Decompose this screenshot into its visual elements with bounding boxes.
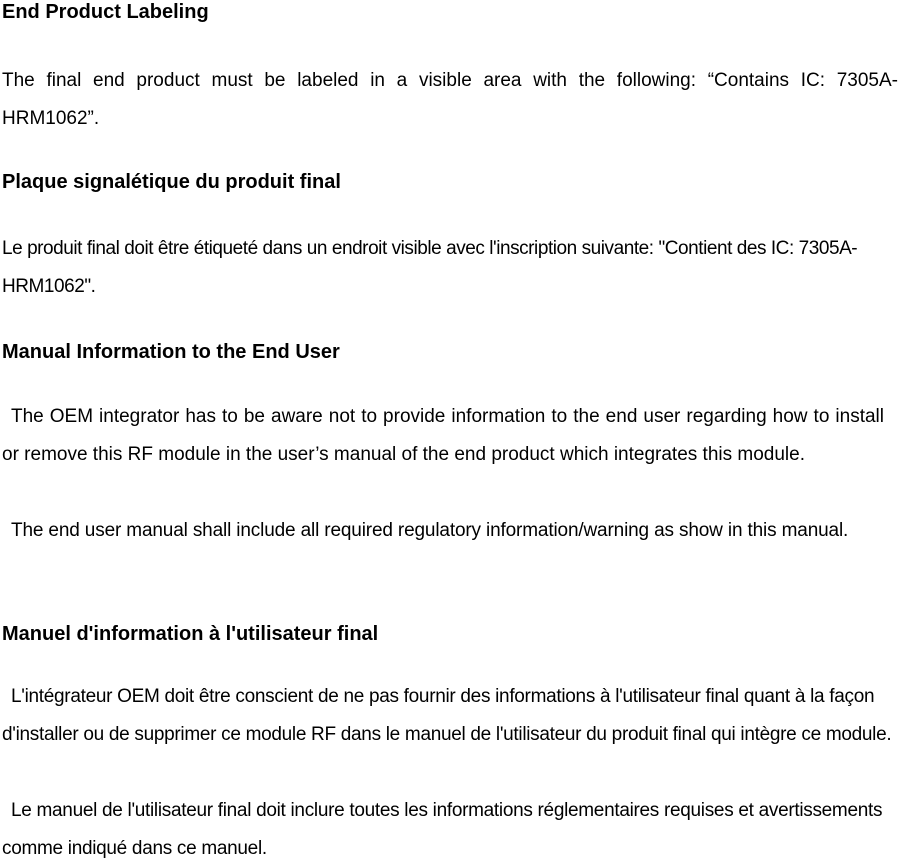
heading-end-product-labeling: End Product Labeling (2, 1, 209, 23)
heading-plaque-signaletique: Plaque signalétique du produit final (2, 171, 341, 193)
heading-manuel-information-utilisateur: Manuel d'information à l'utilisateur final (2, 623, 379, 645)
paragraph-plaque-signaletique: Le produit final doit être étiqueté dans un endroit visible avec l'inscription suivante: "Contient des IC: 7305A-HRM1062". (2, 238, 858, 297)
paragraph-manuel-information-1: L'intégrateur OEM doit être conscient de ne pas fournir des informations à l'utilisateur final quant à la façon d'installer ou de supprimer ce module RF dans le manuel de l'utilisateur du produit final qui intègre ce module. (2, 686, 892, 745)
heading-manual-information-end-user: Manual Information to the End User (2, 341, 340, 363)
paragraph-manual-information-2: The end user manual shall include all required regulatory information/warning as show in this manual. (11, 520, 849, 541)
paragraph-manual-information-1: The OEM integrator has to be aware not to provide information to the end user regarding how to install or remove this RF module in the user’s manual of the end product which integrates this module. (2, 406, 884, 465)
paragraph-manuel-information-2: Le manuel de l'utilisateur final doit inclure toutes les informations réglementaires requises et avertissements comme indiqué dans ce manuel. (2, 800, 883, 859)
paragraph-end-product-labeling: The final end product must be labeled in a visible area with the following: “Contains IC: 7305A-HRM1062”. (2, 70, 898, 129)
